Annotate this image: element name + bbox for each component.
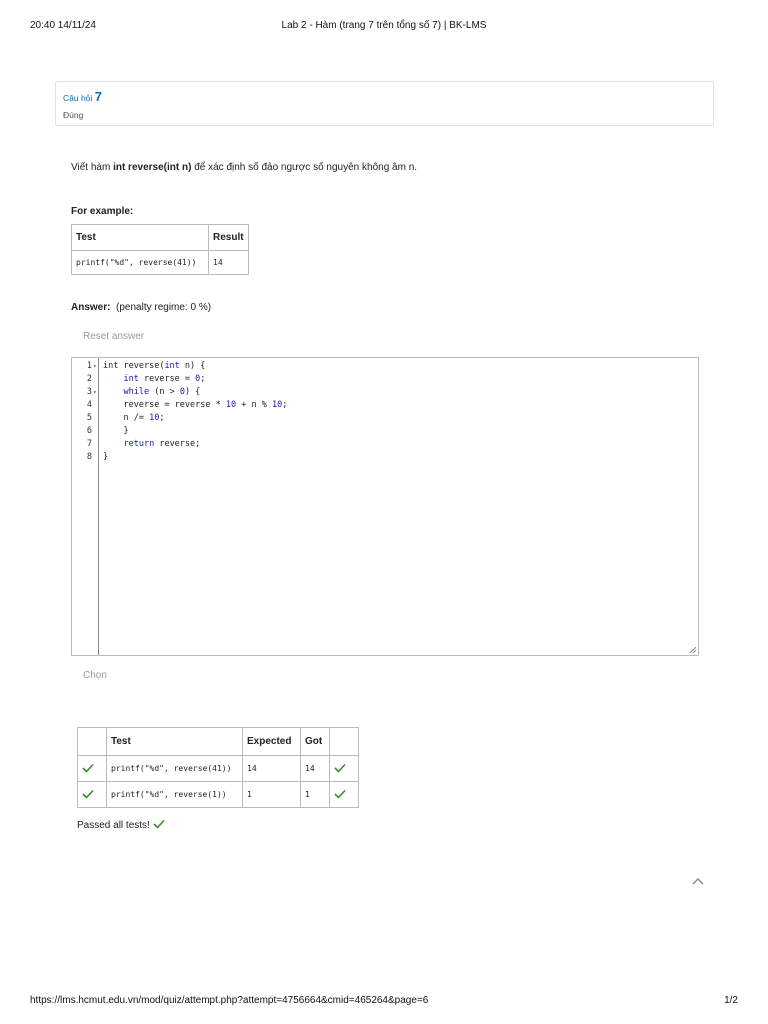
- print-footer: [30, 995, 738, 1009]
- table-row: [78, 756, 359, 782]
- code-line: [72, 386, 698, 399]
- fold-arrow-icon[interactable]: ▾: [93, 389, 97, 396]
- line-number: 2: [86, 374, 92, 384]
- example-test-cell: printf("%d", reverse(41)): [72, 251, 209, 275]
- line-number: 8: [86, 452, 92, 462]
- results-table: [77, 727, 359, 808]
- question-text: Viết hàm int reverse(int n) để xác định số đảo ngược số nguyên không âm n.: [71, 162, 418, 173]
- results-header-test: Test: [107, 728, 243, 756]
- table-row: [78, 782, 359, 808]
- result-got-cell: 14: [301, 756, 330, 782]
- check-icon: [153, 819, 165, 829]
- result-expected-cell: 14: [243, 756, 301, 782]
- function-signature: int reverse(int n): [113, 162, 192, 173]
- result-status-cell: [78, 782, 107, 808]
- code-text: int reverse(int n) {: [103, 361, 206, 371]
- question-state: Đúng: [63, 110, 84, 120]
- check-icon: [82, 789, 94, 799]
- results-header-status: [78, 728, 107, 756]
- table-row: [72, 251, 249, 275]
- example-result-cell: 14: [209, 251, 249, 275]
- scroll-to-top-icon[interactable]: [691, 876, 705, 886]
- result-got-cell: 1: [301, 782, 330, 808]
- check-icon: [334, 763, 346, 773]
- print-header: [30, 20, 738, 34]
- check-button[interactable]: Chọn: [83, 670, 107, 681]
- result-test-cell: printf("%d", reverse(41)): [107, 756, 243, 782]
- code-text: }: [103, 452, 109, 462]
- question-number-value: 7: [94, 89, 102, 104]
- line-number: 1: [86, 361, 92, 371]
- results-header-expected: Expected: [243, 728, 301, 756]
- results-header-mark: [330, 728, 359, 756]
- results-header-got: Got: [301, 728, 330, 756]
- result-status-cell: [78, 756, 107, 782]
- print-datetime: 20:40 14/11/24: [30, 20, 96, 31]
- reset-answer-button[interactable]: Reset answer: [83, 331, 145, 342]
- code-text: reverse = reverse * 10 + n % 10;: [123, 400, 288, 410]
- question-info-box: [55, 81, 714, 126]
- print-url: https://lms.hcmut.edu.vn/mod/quiz/attempt.php?attempt=4756664&cmid=465264&page=6: [30, 995, 429, 1006]
- code-editor[interactable]: [71, 357, 699, 656]
- print-title: Lab 2 - Hàm (trang 7 trên tổng số 7) | BK-LMS: [281, 20, 487, 31]
- answer-label: Answer: (penalty regime: 0 %): [71, 302, 212, 313]
- code-line: [72, 438, 698, 451]
- for-example-heading: For example:: [71, 206, 134, 217]
- code-line: [72, 399, 698, 412]
- question-number: [63, 89, 102, 104]
- line-number: 3: [86, 387, 92, 397]
- code-line: [72, 451, 698, 464]
- line-number: 6: [86, 426, 92, 436]
- result-expected-cell: 1: [243, 782, 301, 808]
- result-mark-cell: [330, 782, 359, 808]
- example-header-test: Test: [72, 225, 209, 251]
- fold-arrow-icon[interactable]: ▾: [93, 363, 97, 370]
- code-line: [72, 360, 698, 373]
- passed-all-tests: Passed all tests!: [77, 819, 165, 831]
- line-number: 7: [86, 439, 92, 449]
- resize-handle-icon[interactable]: [688, 645, 697, 654]
- code-text: while (n > 0) {: [123, 387, 201, 397]
- code-line: [72, 373, 698, 386]
- check-icon: [82, 763, 94, 773]
- line-number: 4: [86, 400, 92, 410]
- penalty-regime: (penalty regime: 0 %): [116, 302, 212, 313]
- print-page-number: 1/2: [724, 995, 738, 1006]
- result-test-cell: printf("%d", reverse(1)): [107, 782, 243, 808]
- code-text: return reverse;: [123, 439, 201, 449]
- code-text: n /= 10;: [123, 413, 165, 423]
- result-mark-cell: [330, 756, 359, 782]
- code-text: int reverse = 0;: [123, 374, 206, 384]
- code-line: [72, 412, 698, 425]
- line-number: 5: [86, 413, 92, 423]
- check-icon: [334, 789, 346, 799]
- example-header-result: Result: [209, 225, 249, 251]
- code-text: }: [103, 426, 129, 436]
- example-table: [71, 224, 249, 275]
- code-line: [72, 425, 698, 438]
- question-label: Câu hỏi: [63, 93, 93, 103]
